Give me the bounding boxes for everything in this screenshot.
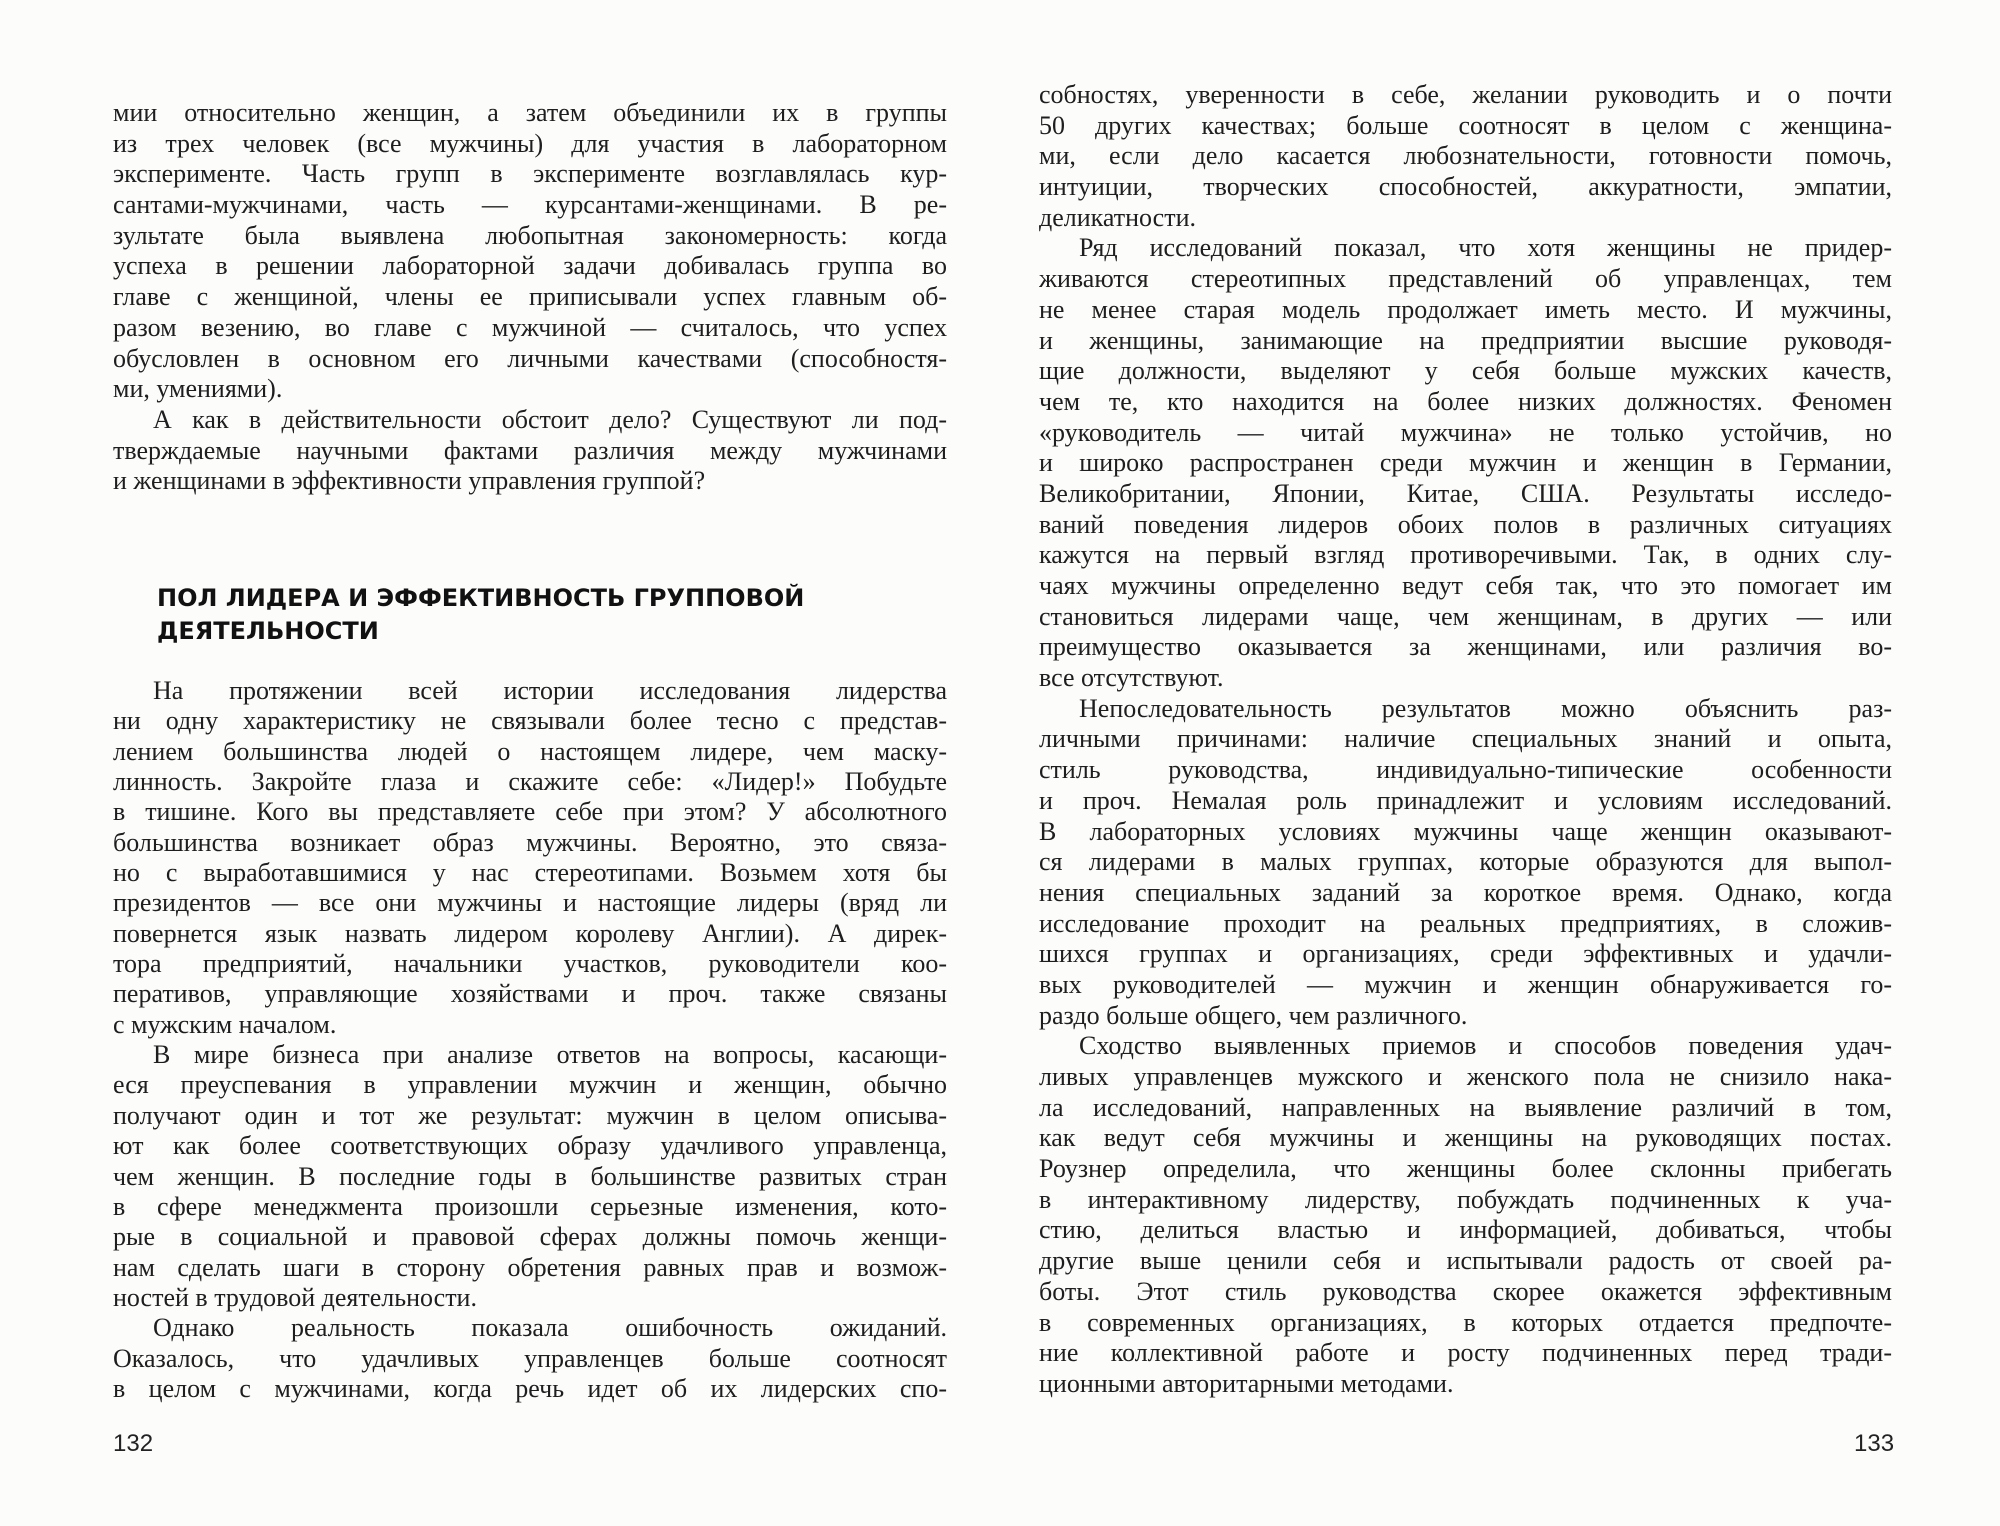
text-line: в интерактивному лидерству, побуждать подчиненных к уча- <box>1039 1184 1892 1214</box>
text-line: ностей в трудовой деятельности. <box>113 1282 477 1312</box>
left-page-section-body <box>113 676 947 1404</box>
text-line: тора предприятий, начальники участков, руководители коо- <box>113 949 947 979</box>
text-line: ваний поведения лидеров обоих полов в различных ситуациях <box>1039 509 1892 539</box>
text-line: исследование проходит на реальных предприятиях, в сложив- <box>1039 908 1892 938</box>
text-line: главе с женщиной, члены ее приписывали успех главным об- <box>113 282 947 312</box>
text-line: личными причинами: наличие специальных знаний и опыта, <box>1039 724 1892 754</box>
text-line: ми, умениями). <box>113 374 283 404</box>
text-line: другие выше ценили себя и испытывали радость от своей ра- <box>1039 1246 1892 1276</box>
text-line: зультате была выявлена любопытная закономерность: когда <box>113 220 947 250</box>
text-line: в современных организациях, в которых отдается предпочте- <box>1039 1307 1892 1337</box>
text-line: Великобритании, Японии, Китае, США. Результаты исследо- <box>1039 478 1892 508</box>
text-line: Однако реальность показала ошибочность ожиданий. <box>153 1313 947 1343</box>
text-line: все отсутствуют. <box>1039 663 1224 693</box>
text-line: Непоследовательность результатов можно объяснить раз- <box>1079 693 1892 723</box>
text-line: получают один и тот же результат: мужчин в целом описыва- <box>113 1100 947 1130</box>
text-line: Роузнер определила, что женщины более склонны прибегать <box>1039 1154 1892 1184</box>
text-line: ние коллективной работе и росту подчиненных перед тради- <box>1039 1338 1892 1368</box>
text-line: собностях, уверенности в себе, желании руководить и о почти <box>1039 80 1892 109</box>
text-line: ционными авторитарными методами. <box>1039 1368 1454 1398</box>
text-line: Ряд исследований показал, что хотя женщины не придер- <box>1079 233 1892 263</box>
text-line: ют как более соответствующих образу удачливого управленца, <box>113 1131 947 1161</box>
text-line: линность. Закройте глаза и скажите себе: «Лидер!» Побудьте <box>113 767 947 797</box>
text-line: еся преуспевания в управлении мужчин и женщин, обычно <box>113 1070 947 1100</box>
text-line: большинства возникает образ мужчины. Вероятно, это связа- <box>113 827 947 857</box>
text-line: деликатности. <box>1039 202 1197 232</box>
text-line: и женщинами в эффективности управления группой? <box>113 466 706 496</box>
text-line: перативов, управляющие хозяйствами и проч. также связаны <box>113 979 947 1009</box>
section-heading-line: ПОЛ ЛИДЕРА И ЭФФЕКТИВНОСТЬ ГРУППОВОЙ <box>157 584 805 612</box>
text-line: На протяжении всей истории исследования лидерства <box>153 676 947 705</box>
text-line: сантами-мужчинами, часть — курсантами-женщинами. В ре- <box>113 190 947 220</box>
paragraph <box>113 676 947 1040</box>
text-line: становиться лидерами чаще, чем женщинам, в других — или <box>1039 601 1892 631</box>
text-line: но с выработавшимися у нас стереотипами. Возьмем хотя бы <box>113 858 947 888</box>
text-line: ливых управленцев мужского и женского пола не снизило нака- <box>1039 1062 1892 1091</box>
left-page-intro-text <box>113 98 947 497</box>
text-line: чем те, кто находится на более низких должностях. Феномен <box>1039 386 1892 416</box>
text-line: А как в действительности обстоит дело? Существуют ли под- <box>153 404 947 434</box>
text-line: чем женщин. В последние годы в большинстве развитых стран <box>113 1161 947 1191</box>
paragraph <box>113 1040 947 1313</box>
text-line: стию, делиться властью и информацией, добиваться, чтобы <box>1039 1215 1892 1245</box>
text-line: живаются стереотипных представлений об управленцах, тем <box>1039 264 1892 294</box>
paragraph <box>1039 694 1892 1032</box>
paragraph <box>1039 1031 1892 1399</box>
text-line: с мужским началом. <box>113 1009 337 1039</box>
section-heading <box>157 582 804 648</box>
text-line: в сфере менеджмента произошли серьезные изменения, кото- <box>113 1191 947 1221</box>
text-line: и проч. Немалая роль принадлежит и условиям исследований. <box>1039 785 1892 815</box>
text-line: 50 других качествах; больше соотносят в целом с женщина- <box>1039 110 1892 140</box>
paragraph <box>113 1313 947 1404</box>
text-line: обусловлен в основном его личными качествами (способностя- <box>113 343 947 373</box>
text-line: успеха в решении лабораторной задачи добивалась группа во <box>113 251 947 281</box>
text-line: эксперименте. Часть групп в эксперименте возглавлялась кур- <box>113 159 947 189</box>
text-line: ся лидерами в малых группах, которые образуются для выпол- <box>1039 847 1892 877</box>
page-number-left: 132 <box>113 1430 154 1457</box>
paragraph <box>1039 233 1892 693</box>
paragraph <box>113 98 947 405</box>
text-line: В лабораторных условиях мужчины чаще женщин оказывают- <box>1039 816 1892 846</box>
text-line: повернется язык назвать лидером королеву Англии). А дирек- <box>113 918 947 948</box>
text-line: президентов — все они мужчины и настоящие лидеры (вряд ли <box>113 888 947 918</box>
text-line: щие должности, выделяют у себя больше мужских качеств, <box>1039 356 1892 386</box>
text-line: «руководитель — читай мужчина» не только устойчив, но <box>1039 417 1892 447</box>
text-line: вых руководителей — мужчин и женщин обнаруживается го- <box>1039 969 1892 999</box>
text-line: из трех человек (все мужчины) для участия в лабораторном <box>113 128 947 158</box>
text-line: боты. Этот стиль руководства скорее окажется эффективным <box>1039 1276 1892 1306</box>
text-line: интуиции, творческих способностей, аккуратности, эмпатии, <box>1039 172 1892 202</box>
text-line: ла исследований, направленных на выявление различий в том, <box>1039 1092 1892 1122</box>
text-line: шихся группах и организациях, среди эффективных и удачли- <box>1039 939 1892 969</box>
paragraph <box>1039 80 1892 233</box>
text-line: Сходство выявленных приемов и способов поведения удач- <box>1079 1031 1892 1061</box>
text-line: ми, если дело касается любознательности, готовности помочь, <box>1039 141 1892 171</box>
text-line: рые в социальной и правовой сферах должны помочь женщи- <box>113 1222 947 1252</box>
section-heading-line: ДЕЯТЕЛЬНОСТИ <box>157 617 379 645</box>
text-line: тверждаемые научными фактами различия между мужчинами <box>113 435 947 465</box>
text-line: не менее старая модель продолжает иметь место. И мужчины, <box>1039 294 1892 324</box>
text-line: нения специальных заданий за короткое время. Однако, когда <box>1039 877 1892 907</box>
text-line: как ведут себя мужчины и женщины на руководящих постах. <box>1039 1123 1892 1153</box>
text-line: и женщины, занимающие на предприятии высшие руководя- <box>1039 325 1892 355</box>
text-line: мии относительно женщин, а затем объединили их в группы <box>113 98 947 127</box>
page-number-right: 133 <box>1854 1430 1895 1457</box>
paragraph <box>113 405 947 497</box>
text-line: Оказалось, что удачливых управленцев больше соотносят <box>113 1343 947 1373</box>
text-line: В мире бизнеса при анализе ответов на вопросы, касающи- <box>153 1040 947 1070</box>
text-line: и широко распространен среди мужчин и женщин в Германии, <box>1039 448 1892 478</box>
text-line: стиль руководства, индивидуально-типические особенности <box>1039 755 1892 785</box>
text-line: ни одну характеристику не связывали более тесно с представ- <box>113 706 947 736</box>
text-line: разом везению, во главе с мужчиной — считалось, что успех <box>113 312 947 342</box>
text-line: раздо больше общего, чем различного. <box>1039 1000 1468 1030</box>
text-line: чаях мужчины определенно ведут себя так, что это помогает им <box>1039 571 1892 600</box>
text-line: кажутся на первый взгляд противоречивыми. Так, в одних слу- <box>1039 540 1892 570</box>
text-line: в тишине. Кого вы представляете себе при этом? У абсолютного <box>113 797 947 827</box>
text-line: в целом с мужчинами, когда речь идет об их лидерских спо- <box>113 1373 947 1403</box>
text-line: преимущество оказывается за женщинами, или различия во- <box>1039 632 1892 662</box>
right-page-text <box>1039 80 1892 1400</box>
text-line: лением большинства людей о настоящем лидере, чем маску- <box>113 736 947 766</box>
text-line: нам сделать шаги в сторону обретения равных прав и возмож- <box>113 1252 947 1282</box>
